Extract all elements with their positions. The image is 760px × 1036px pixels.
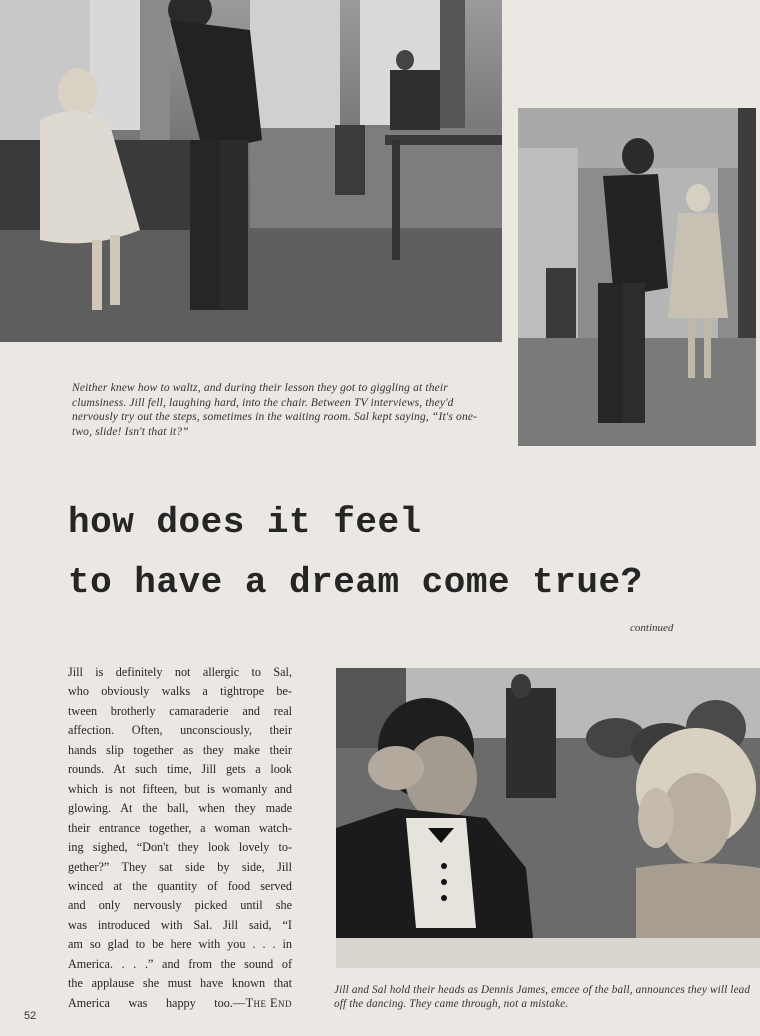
- caption-waltz-lesson: Neither knew how to waltz, and during their lesson they got to giggling at their clumsiness. Jill fell, laughing hard, into the chair. Between TV interviews, they'd nervously try out the steps, sometimes in the waiting room. Sal kept saying, “It's one-two, slide! Isn't that it?”: [72, 382, 478, 438]
- caption-banquet: Jill and Sal hold their heads as Dennis James, emcee of the ball, announces they will lead off the dancing. They came through, not a mistake.: [334, 984, 751, 1011]
- photo-banquet: [336, 668, 760, 968]
- photo-banquet-image: [336, 668, 760, 968]
- body-line: gether?” They sat side by side, Jill: [68, 859, 292, 874]
- body-line: the applause she must have known that: [68, 976, 292, 991]
- continued-label: continued: [630, 622, 674, 634]
- body-last-text: America was happy too.: [68, 995, 233, 1010]
- body-line: and only nervously picked until she: [68, 898, 292, 913]
- body-line: glowing. At the ball, when they made: [68, 801, 292, 816]
- body-line: affection. Often, unconsciously, their: [68, 723, 292, 738]
- body-line: winced at the quantity of food served: [68, 878, 292, 893]
- page-number: 52: [24, 1010, 37, 1022]
- article-body: [68, 663, 292, 1013]
- headline-line-1: how does it feel: [68, 502, 422, 543]
- body-line: Jill is definitely not allergic to Sal,: [68, 665, 292, 679]
- body-line: was introduced with Sal. Jill said, “I: [68, 917, 292, 932]
- body-line: America. . . .” and from the sound of: [68, 956, 292, 971]
- headline-line-2: to have a dream come true?: [68, 562, 643, 603]
- body-line: tween brotherly camaraderie and real: [68, 703, 292, 718]
- body-line: rounds. At such time, Jill gets a look: [68, 762, 292, 777]
- body-line: their entrance together, a woman watch-: [68, 820, 292, 835]
- body-line: who obviously walks a tightrope be-: [68, 684, 292, 699]
- the-end-marker: —The End: [232, 995, 292, 1010]
- body-line: ing sighed, “Don't they look lovely to-: [68, 840, 292, 855]
- photo-waiting-room-image: [518, 108, 756, 446]
- photo-waltz-lesson-image: [0, 0, 502, 342]
- body-line: which is not fifteen, but is womanly and: [68, 781, 292, 796]
- body-last-line: [68, 994, 292, 1013]
- photo-waiting-room: [518, 108, 756, 446]
- body-line: am so glad to be here with you . . . in: [68, 937, 292, 952]
- photo-waltz-lesson: [0, 0, 502, 342]
- body-line: hands slip together as they make their: [68, 742, 292, 757]
